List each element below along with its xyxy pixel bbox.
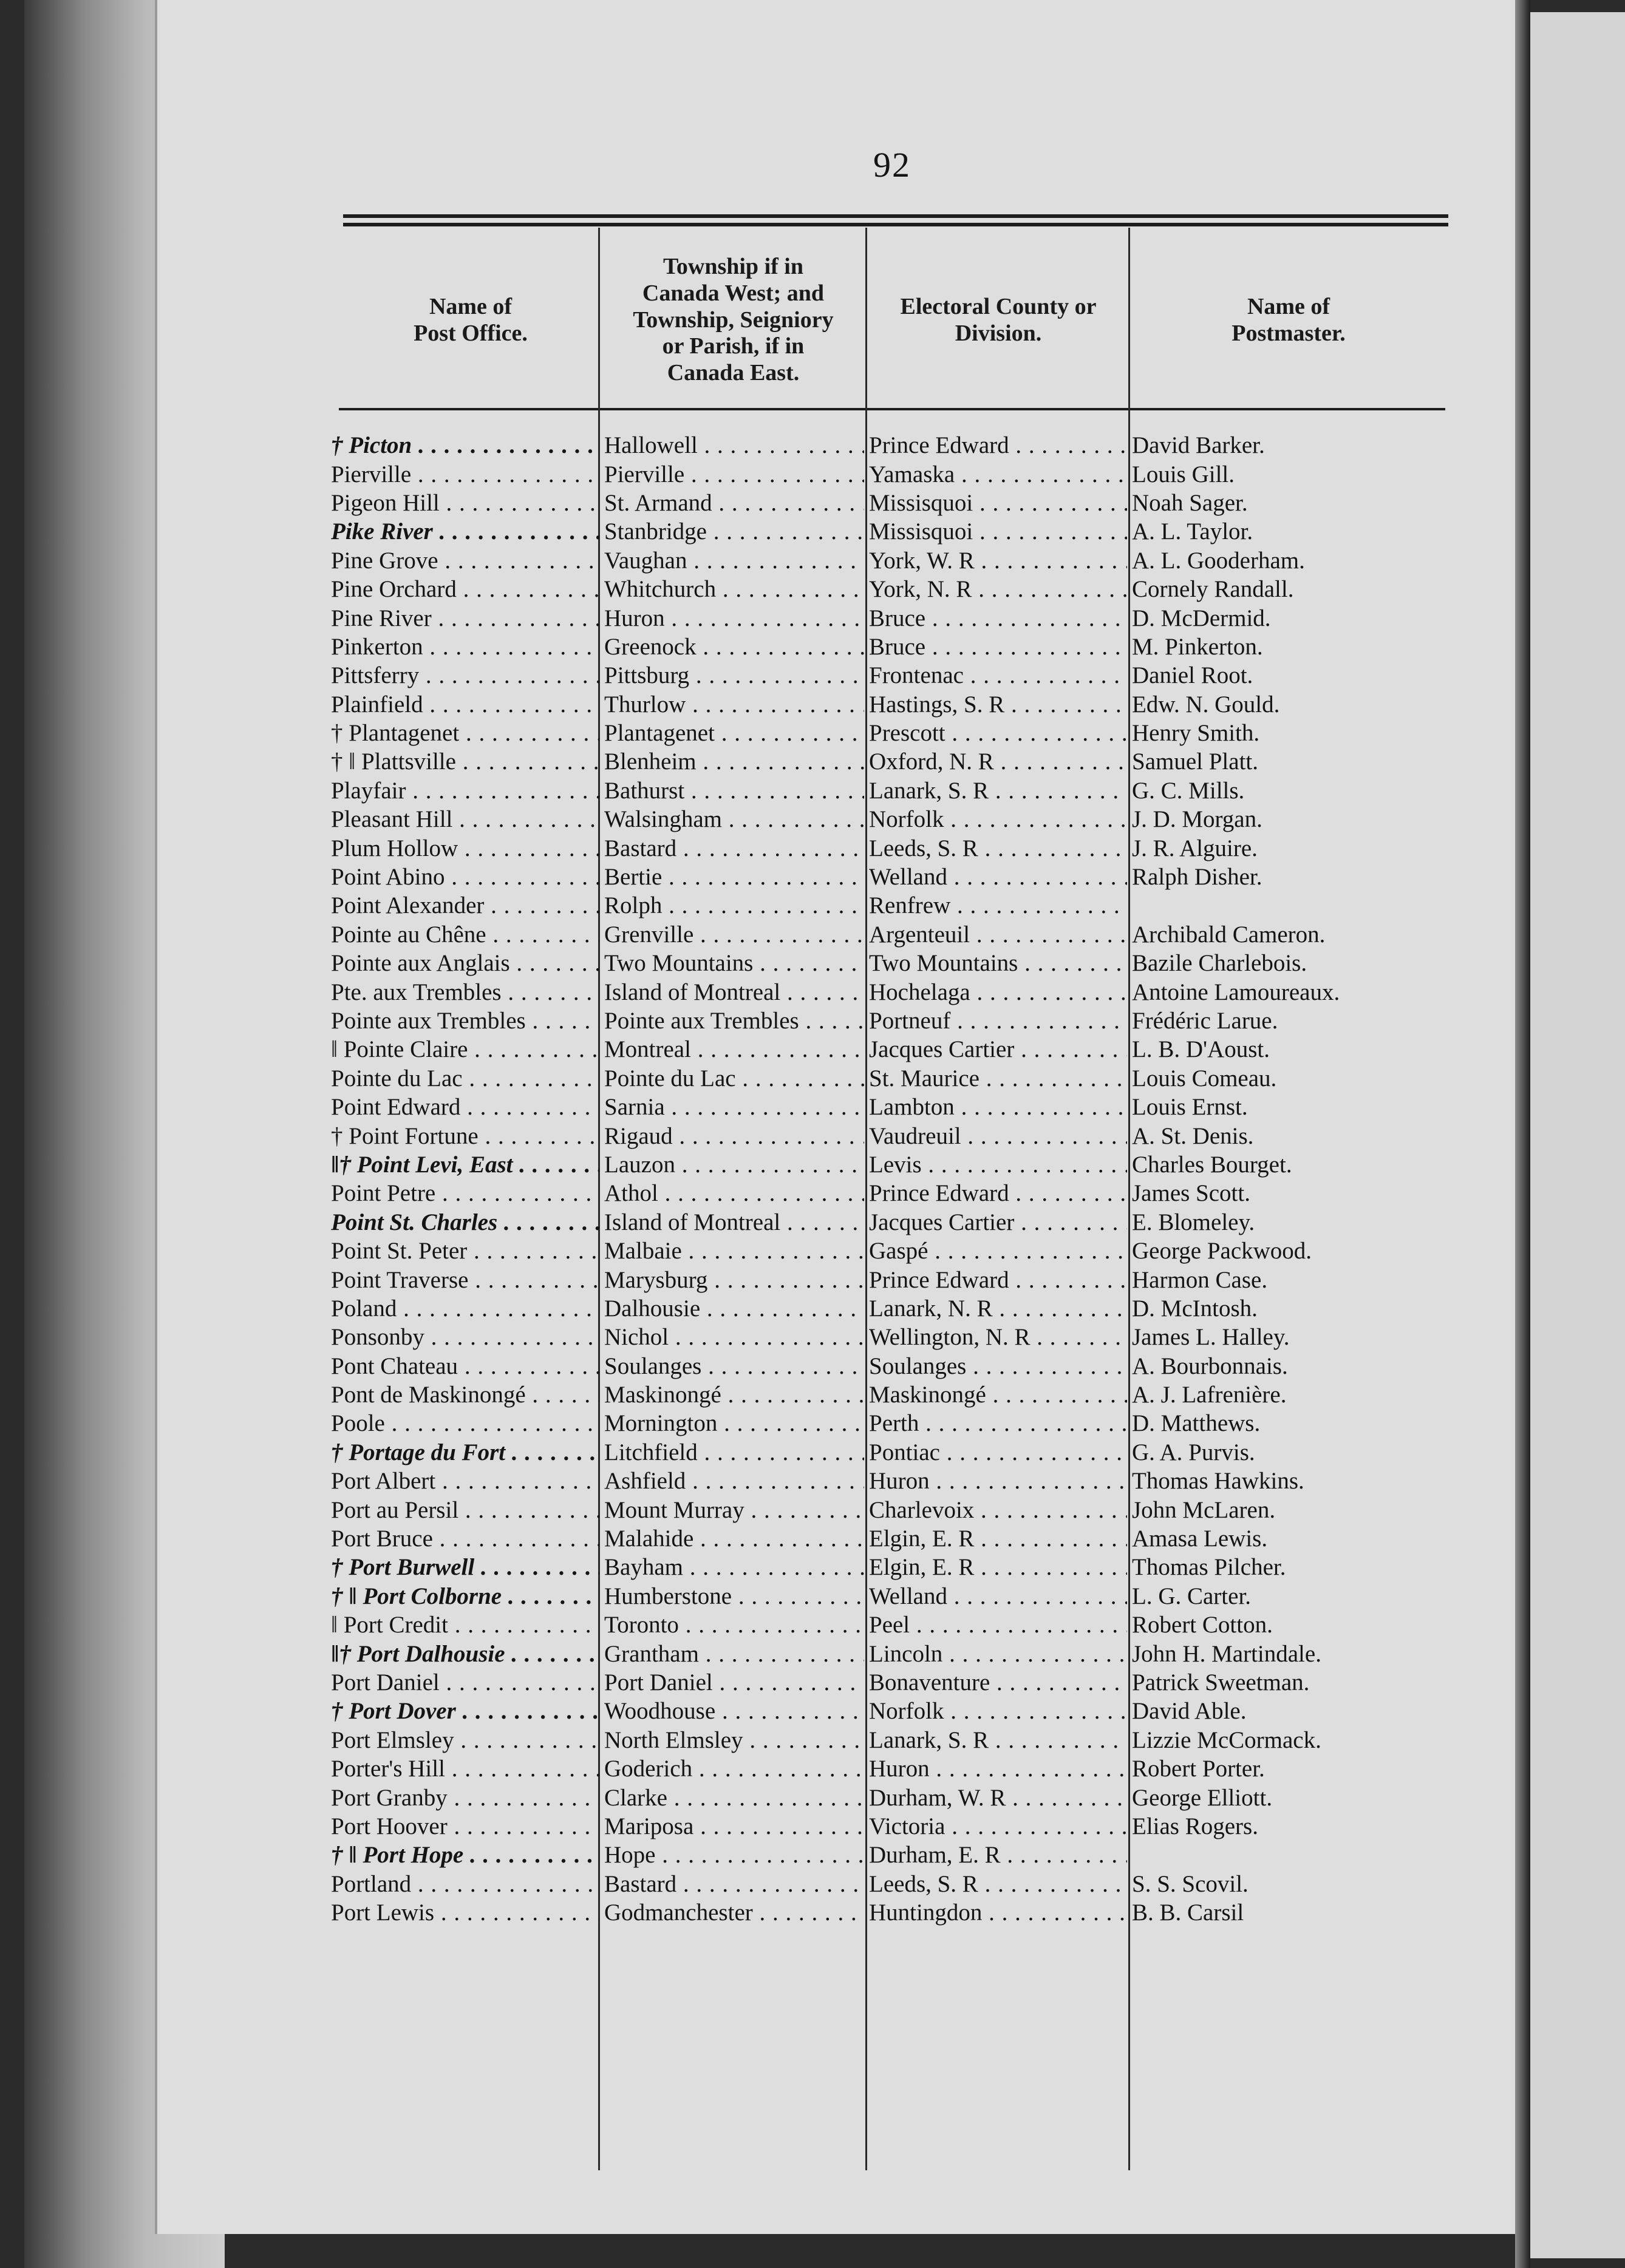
- township-cell: Ashfield . . .: [599, 1467, 864, 1495]
- header-post-office: [343, 234, 598, 407]
- post-office-name-cell: † Point Fortune . . .: [331, 1122, 599, 1150]
- electoral-county-cell: York, W. R . . .: [864, 547, 1127, 574]
- township-cell: Toronto . . .: [599, 1611, 864, 1638]
- postmaster-cell: Robert Porter.: [1132, 1756, 1265, 1782]
- electoral-county-cell: Victoria . . .: [864, 1813, 1127, 1840]
- post-office-name-cell: Port Hoover . . .: [331, 1813, 599, 1840]
- table-row: [331, 747, 1460, 776]
- postmaster-cell: John H. Martindale.: [1132, 1640, 1321, 1667]
- postmaster-cell: A. L. Gooderham.: [1132, 547, 1305, 574]
- post-office-name-cell: Plainfield . . .: [331, 691, 599, 718]
- postmaster-cell: Archibald Cameron.: [1132, 921, 1326, 948]
- table-row: [331, 1697, 1460, 1725]
- postmaster-cell: A. J. Lafrenière.: [1132, 1382, 1287, 1408]
- table-row: [331, 633, 1460, 661]
- postmaster-cell: D. McIntosh.: [1132, 1295, 1258, 1322]
- postmaster-cell: D. McDermid.: [1132, 605, 1271, 631]
- township-cell: Clarke . . .: [599, 1784, 864, 1811]
- postmaster-cell: Charles Bourget.: [1132, 1151, 1292, 1178]
- table-row: [331, 1611, 1460, 1639]
- township-cell: Grenville . . .: [599, 921, 864, 948]
- post-office-name-cell: Pine Grove . . .: [331, 547, 599, 574]
- township-cell: Vaughan . . .: [599, 547, 864, 574]
- postmaster-cell: Patrick Sweetman.: [1132, 1669, 1310, 1696]
- table-row: [331, 977, 1460, 1006]
- township-cell: Bastard . . .: [599, 1870, 864, 1898]
- table-row: [331, 431, 1460, 460]
- electoral-county-cell: Jacques Cartier . . .: [864, 1036, 1127, 1063]
- table-row: [331, 1150, 1460, 1179]
- township-cell: Mornington . . .: [599, 1410, 864, 1437]
- gutter: [1515, 0, 1530, 2268]
- postmaster-cell: A. L. Taylor.: [1132, 518, 1253, 545]
- header-postmaster: [1131, 234, 1446, 407]
- postmaster-cell: Thomas Hawkins.: [1132, 1468, 1304, 1495]
- post-office-name-cell: † Port Burwell . . .: [331, 1553, 599, 1581]
- postmaster-cell: J. D. Morgan.: [1132, 806, 1262, 833]
- electoral-county-cell: Jacques Cartier . . .: [864, 1209, 1127, 1236]
- table-row: [331, 575, 1460, 603]
- electoral-county-cell: Elgin, E. R . . .: [864, 1525, 1127, 1552]
- table-row: [331, 1380, 1460, 1409]
- postmaster-cell: E. Blomeley.: [1132, 1209, 1255, 1235]
- post-office-name-cell: Port Granby . . .: [331, 1784, 599, 1811]
- electoral-county-cell: Soulanges . . .: [864, 1353, 1127, 1380]
- post-office-name-cell: Plum Hollow . . .: [331, 835, 599, 862]
- post-office-name-cell: Port Bruce . . .: [331, 1525, 599, 1552]
- township-cell: Malahide . . .: [599, 1525, 864, 1552]
- table-row: [331, 1294, 1460, 1323]
- electoral-county-cell: Two Mountains . . .: [864, 949, 1127, 977]
- table-row: [331, 1208, 1460, 1237]
- post-office-name-cell: ‖† Port Dalhousie . . .: [331, 1640, 599, 1668]
- electoral-county-cell: Yamaska . . .: [864, 461, 1127, 488]
- post-office-name-cell: Pike River . . .: [331, 518, 599, 545]
- table-row: [331, 1064, 1460, 1093]
- postmaster-cell: John McLaren.: [1132, 1496, 1276, 1523]
- township-cell: Hallowell . . .: [599, 432, 864, 459]
- table-row: [331, 661, 1460, 690]
- township-cell: Greenock . . .: [599, 633, 864, 660]
- post-office-name-cell: Pont Chateau . . .: [331, 1353, 599, 1380]
- township-cell: North Elmsley . . .: [599, 1726, 864, 1754]
- table-row: [331, 834, 1460, 862]
- electoral-county-cell: Lanark, S. R . . .: [864, 1726, 1127, 1754]
- table-row: [331, 517, 1460, 546]
- postmaster-cell: A. St. Denis.: [1132, 1122, 1254, 1149]
- postmaster-cell: George Elliott.: [1132, 1784, 1273, 1811]
- post-office-name-cell: Point Abino . . .: [331, 863, 599, 891]
- post-office-name-cell: Pointe du Lac . . .: [331, 1065, 599, 1092]
- post-office-name-cell: Point Alexander . . .: [331, 892, 599, 919]
- postmaster-cell: Daniel Root.: [1132, 662, 1253, 689]
- table-row: [331, 1438, 1460, 1467]
- table-row: [331, 1093, 1460, 1121]
- postmaster-cell: James L. Halley.: [1132, 1324, 1290, 1351]
- township-cell: Athol . . .: [599, 1180, 864, 1207]
- township-cell: Lauzon . . .: [599, 1151, 864, 1178]
- post-office-table: [331, 431, 1460, 1927]
- electoral-county-cell: Norfolk . . .: [864, 806, 1127, 833]
- electoral-county-cell: Frontenac . . .: [864, 662, 1127, 689]
- postmaster-cell: Robert Cotton.: [1132, 1612, 1273, 1638]
- postmaster-cell: A. Bourbonnais.: [1132, 1353, 1288, 1379]
- postmaster-cell: David Able.: [1132, 1698, 1247, 1725]
- electoral-county-cell: Charlevoix . . .: [864, 1496, 1127, 1524]
- township-cell: Godmanchester . . .: [599, 1899, 864, 1926]
- post-office-name-cell: Port Lewis . . .: [331, 1899, 599, 1926]
- table-row: [331, 1783, 1460, 1811]
- postmaster-cell: Edw. N. Gould.: [1132, 691, 1280, 718]
- electoral-county-cell: York, N. R . . .: [864, 575, 1127, 603]
- post-office-name-cell: † Picton . . .: [331, 432, 599, 459]
- post-office-name-cell: † Port Dover . . .: [331, 1697, 599, 1725]
- township-cell: Sarnia . . .: [599, 1093, 864, 1121]
- post-office-name-cell: ‖ Pointe Claire . . .: [331, 1036, 599, 1063]
- post-office-name-cell: Pinkerton . . .: [331, 633, 599, 660]
- electoral-county-cell: Wellington, N. R . . .: [864, 1323, 1127, 1351]
- township-cell: Montreal . . .: [599, 1036, 864, 1063]
- table-row: [331, 891, 1460, 920]
- electoral-county-cell: Pontiac . . .: [864, 1439, 1127, 1466]
- township-cell: Thurlow . . .: [599, 691, 864, 718]
- township-cell: Woodhouse . . .: [599, 1697, 864, 1725]
- post-office-name-cell: Port Daniel . . .: [331, 1669, 599, 1696]
- electoral-county-cell: St. Maurice . . .: [864, 1065, 1127, 1092]
- table-row: [331, 546, 1460, 575]
- table-row: [331, 1035, 1460, 1064]
- post-office-name-cell: † Portage du Fort . . .: [331, 1439, 599, 1466]
- postmaster-cell: D. Matthews.: [1132, 1410, 1261, 1437]
- electoral-county-cell: Vaudreuil . . .: [864, 1122, 1127, 1150]
- post-office-name-cell: Port Albert . . .: [331, 1467, 599, 1495]
- post-office-name-cell: Pointe aux Anglais . . .: [331, 949, 599, 977]
- postmaster-cell: G. C. Mills.: [1132, 777, 1245, 804]
- post-office-name-cell: Point St. Charles . . .: [331, 1209, 599, 1236]
- electoral-county-cell: Prince Edward . . .: [864, 1266, 1127, 1294]
- table-row: [331, 719, 1460, 747]
- post-office-name-cell: ‖† Point Levi, East . . .: [331, 1151, 599, 1178]
- township-cell: Island of Montreal . . .: [599, 979, 864, 1006]
- electoral-county-cell: Hochelaga . . .: [864, 979, 1127, 1006]
- post-office-name-cell: Pont de Maskinongé . . .: [331, 1381, 599, 1408]
- electoral-county-cell: Prince Edward . . .: [864, 1180, 1127, 1207]
- township-cell: Bathurst . . .: [599, 777, 864, 804]
- header-township: [601, 234, 865, 407]
- postmaster-cell: David Barker.: [1132, 432, 1265, 459]
- electoral-county-cell: Huron . . .: [864, 1755, 1127, 1782]
- township-cell: Grantham . . .: [599, 1640, 864, 1668]
- post-office-name-cell: † ‖ Port Hope . . .: [331, 1841, 599, 1869]
- header-county: [868, 234, 1128, 407]
- postmaster-cell: L. B. D'Aoust.: [1132, 1036, 1270, 1063]
- township-cell: Rolph . . .: [599, 892, 864, 919]
- postmaster-cell: Amasa Lewis.: [1132, 1526, 1268, 1552]
- postmaster-cell: Louis Ernst.: [1132, 1094, 1248, 1121]
- post-office-name-cell: Pte. aux Trembles . . .: [331, 979, 599, 1006]
- electoral-county-cell: Huntingdon . . .: [864, 1899, 1127, 1926]
- post-office-name-cell: Port au Persil . . .: [331, 1496, 599, 1524]
- table-row: [331, 1007, 1460, 1035]
- post-office-name-cell: Ponsonby . . .: [331, 1323, 599, 1351]
- table-row: [331, 1553, 1460, 1581]
- electoral-county-cell: Durham, E. R . . .: [864, 1841, 1127, 1869]
- electoral-county-cell: Durham, W. R . . .: [864, 1784, 1127, 1811]
- table-row: [331, 1726, 1460, 1754]
- postmaster-cell: M. Pinkerton.: [1132, 633, 1263, 660]
- electoral-county-cell: Elgin, E. R . . .: [864, 1553, 1127, 1581]
- postmaster-cell: Thomas Pilcher.: [1132, 1554, 1286, 1581]
- electoral-county-cell: Bonaventure . . .: [864, 1669, 1127, 1696]
- post-office-name-cell: Port Elmsley . . .: [331, 1726, 599, 1754]
- header-township-text: Township if in Canada West; and Township, Seigniory or Parish, if in Canada East.: [633, 254, 834, 386]
- electoral-county-cell: Norfolk . . .: [864, 1697, 1127, 1725]
- post-office-name-cell: Pine Orchard . . .: [331, 575, 599, 603]
- table-row: [331, 603, 1460, 632]
- township-cell: Pointe du Lac . . .: [599, 1065, 864, 1092]
- postmaster-cell: Louis Comeau.: [1132, 1065, 1277, 1092]
- table-row: [331, 1582, 1460, 1611]
- township-cell: St. Armand . . .: [599, 489, 864, 517]
- table-row: [331, 1467, 1460, 1495]
- post-office-name-cell: † ‖ Port Colborne . . .: [331, 1583, 599, 1610]
- table-row: [331, 949, 1460, 977]
- township-cell: Dalhousie . . .: [599, 1295, 864, 1322]
- table-row: [331, 690, 1460, 719]
- postmaster-cell: Bazile Charlebois.: [1132, 950, 1307, 977]
- electoral-county-cell: Oxford, N. R . . .: [864, 748, 1127, 775]
- table-row: [331, 1237, 1460, 1265]
- table-row: [331, 1668, 1460, 1697]
- electoral-county-cell: Levis . . .: [864, 1151, 1127, 1178]
- post-office-name-cell: Point Edward . . .: [331, 1093, 599, 1121]
- post-office-name-cell: Pleasant Hill . . .: [331, 806, 599, 833]
- table-row: [331, 920, 1460, 949]
- postmaster-cell: Frédéric Larue.: [1132, 1008, 1278, 1034]
- postmaster-cell: Lizzie McCormack.: [1132, 1726, 1321, 1753]
- post-office-name-cell: Pine River . . .: [331, 605, 599, 632]
- post-office-name-cell: † ‖ Plattsville . . .: [331, 748, 599, 775]
- township-cell: Bastard . . .: [599, 835, 864, 862]
- electoral-county-cell: Prince Edward . . .: [864, 432, 1127, 459]
- township-cell: Mount Murray . . .: [599, 1496, 864, 1524]
- table-row: [331, 1898, 1460, 1927]
- header-county-text: Electoral County or Division.: [900, 293, 1097, 346]
- township-cell: Nichol . . .: [599, 1323, 864, 1351]
- table-row: [331, 1121, 1460, 1150]
- electoral-county-cell: Leeds, S. R . . .: [864, 835, 1127, 862]
- electoral-county-cell: Bruce . . .: [864, 605, 1127, 632]
- postmaster-cell: S. S. Scovil.: [1132, 1870, 1249, 1897]
- table-row: [331, 1754, 1460, 1783]
- post-office-name-cell: Pointe aux Trembles . . .: [331, 1007, 599, 1034]
- post-office-name-cell: Pierville . . .: [331, 461, 599, 488]
- postmaster-cell: George Packwood.: [1132, 1238, 1312, 1265]
- table-row: [331, 460, 1460, 488]
- township-cell: Whitchurch . . .: [599, 575, 864, 603]
- page-number: 92: [873, 145, 911, 185]
- electoral-county-cell: Gaspé . . .: [864, 1237, 1127, 1265]
- table-row: [331, 1524, 1460, 1553]
- township-cell: Marysburg . . .: [599, 1266, 864, 1294]
- township-cell: Pierville . . .: [599, 461, 864, 488]
- electoral-county-cell: Maskinongé . . .: [864, 1381, 1127, 1408]
- post-office-name-cell: Point St. Peter . . .: [331, 1237, 599, 1265]
- table-row: [331, 1495, 1460, 1524]
- table-row: [331, 489, 1460, 517]
- post-office-name-cell: Pointe au Chêne . . .: [331, 921, 599, 948]
- township-cell: Hope . . .: [599, 1841, 864, 1869]
- township-cell: Mariposa . . .: [599, 1813, 864, 1840]
- post-office-name-cell: Pigeon Hill . . .: [331, 489, 599, 517]
- post-office-name-cell: Pittsferry . . .: [331, 662, 599, 689]
- postmaster-cell: L. G. Carter.: [1132, 1583, 1252, 1609]
- table-row: [331, 1352, 1460, 1380]
- post-office-name-cell: Point Traverse . . .: [331, 1266, 599, 1294]
- township-cell: Bertie . . .: [599, 863, 864, 891]
- township-cell: Pittsburg . . .: [599, 662, 864, 689]
- post-office-name-cell: Portland . . .: [331, 1870, 599, 1898]
- facing-page: [1530, 12, 1625, 2258]
- table-row: [331, 1841, 1460, 1869]
- electoral-county-cell: Lincoln . . .: [864, 1640, 1127, 1668]
- post-office-name-cell: Point Petre . . .: [331, 1180, 599, 1207]
- postmaster-cell: Henry Smith.: [1132, 720, 1260, 747]
- table-row: [331, 1323, 1460, 1351]
- table-row: [331, 805, 1460, 834]
- township-cell: Walsingham . . .: [599, 806, 864, 833]
- postmaster-cell: Harmon Case.: [1132, 1266, 1268, 1293]
- post-office-name-cell: Poland . . .: [331, 1295, 599, 1322]
- electoral-county-cell: Perth . . .: [864, 1410, 1127, 1437]
- postmaster-cell: Elias Rogers.: [1132, 1813, 1258, 1839]
- top-rule-2: [343, 223, 1448, 226]
- postmaster-cell: Antoine Lamoureaux.: [1132, 979, 1340, 1005]
- electoral-county-cell: Argenteuil . . .: [864, 921, 1127, 948]
- electoral-county-cell: Bruce . . .: [864, 633, 1127, 660]
- township-cell: Pointe aux Trembles . . .: [599, 1007, 864, 1034]
- post-office-name-cell: Poole . . .: [331, 1410, 599, 1437]
- postmaster-cell: Samuel Platt.: [1132, 749, 1258, 775]
- electoral-county-cell: Hastings, S. R . . .: [864, 691, 1127, 718]
- post-office-name-cell: † Plantagenet . . .: [331, 719, 599, 747]
- electoral-county-cell: Lanark, S. R . . .: [864, 777, 1127, 804]
- electoral-county-cell: Huron . . .: [864, 1467, 1127, 1495]
- postmaster-cell: James Scott.: [1132, 1180, 1250, 1207]
- postmaster-cell: J. R. Alguire.: [1132, 835, 1258, 861]
- top-rule: [343, 214, 1448, 218]
- township-cell: Stanbridge . . .: [599, 518, 864, 545]
- township-cell: Huron . . .: [599, 605, 864, 632]
- table-row: [331, 1409, 1460, 1438]
- post-office-name-cell: ‖ Port Credit . . .: [331, 1611, 599, 1638]
- township-cell: Soulanges . . .: [599, 1353, 864, 1380]
- post-office-name-cell: Playfair . . .: [331, 777, 599, 804]
- electoral-county-cell: Renfrew . . .: [864, 892, 1127, 919]
- township-cell: Island of Montreal . . .: [599, 1209, 864, 1236]
- electoral-county-cell: Peel . . .: [864, 1611, 1127, 1638]
- township-cell: Humberstone . . .: [599, 1583, 864, 1610]
- postmaster-cell: G. A. Purvis.: [1132, 1439, 1255, 1465]
- table-row: [331, 1812, 1460, 1841]
- electoral-county-cell: Lambton . . .: [864, 1093, 1127, 1121]
- electoral-county-cell: Lanark, N. R . . .: [864, 1295, 1127, 1322]
- electoral-county-cell: Prescott . . .: [864, 719, 1127, 747]
- electoral-county-cell: Welland . . .: [864, 1583, 1127, 1610]
- township-cell: Two Mountains . . .: [599, 949, 864, 977]
- table-row: [331, 1870, 1460, 1898]
- postmaster-cell: Ralph Disher.: [1132, 864, 1262, 891]
- township-cell: Goderich . . .: [599, 1755, 864, 1782]
- header-rule: [339, 408, 1445, 410]
- table-row: [331, 1265, 1460, 1294]
- township-cell: Blenheim . . .: [599, 748, 864, 775]
- postmaster-cell: Louis Gill.: [1132, 461, 1235, 487]
- township-cell: Plantagenet . . .: [599, 719, 864, 747]
- table-row: [331, 863, 1460, 891]
- township-cell: Maskinongé . . .: [599, 1381, 864, 1408]
- township-cell: Rigaud . . .: [599, 1122, 864, 1150]
- table-row: [331, 1639, 1460, 1668]
- township-cell: Malbaie . . .: [599, 1237, 864, 1265]
- electoral-county-cell: Welland . . .: [864, 863, 1127, 891]
- postmaster-cell: B. B. Carsil: [1132, 1900, 1244, 1926]
- post-office-name-cell: Porter's Hill . . .: [331, 1755, 599, 1782]
- header-post-office-text: Name of Post Office.: [414, 293, 528, 346]
- township-cell: Bayham . . .: [599, 1553, 864, 1581]
- electoral-county-cell: Missisquoi . . .: [864, 518, 1127, 545]
- township-cell: Litchfield . . .: [599, 1439, 864, 1466]
- table-row: [331, 776, 1460, 805]
- electoral-county-cell: Portneuf . . .: [864, 1007, 1127, 1034]
- township-cell: Port Daniel . . .: [599, 1669, 864, 1696]
- postmaster-cell: Cornely Randall.: [1132, 576, 1294, 603]
- header-postmaster-text: Name of Postmaster.: [1232, 293, 1346, 346]
- table-row: [331, 1179, 1460, 1207]
- electoral-county-cell: Leeds, S. R . . .: [864, 1870, 1127, 1898]
- postmaster-cell: Noah Sager.: [1132, 489, 1248, 516]
- electoral-county-cell: Missisquoi . . .: [864, 489, 1127, 517]
